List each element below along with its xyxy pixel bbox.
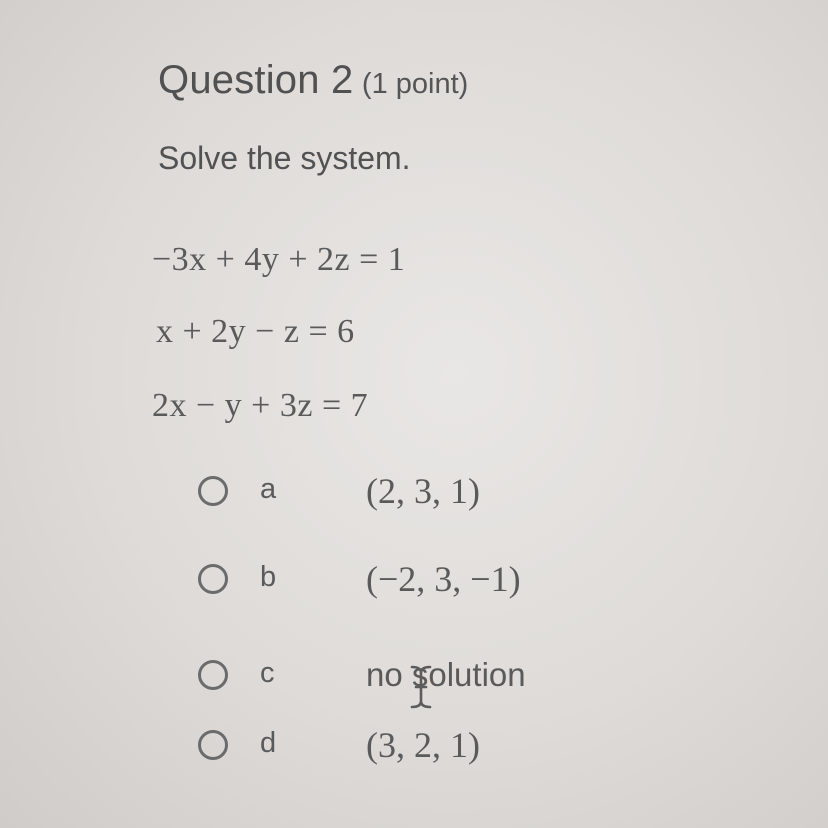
option-letter-b: b xyxy=(260,561,277,593)
equation-2: x + 2y − z = 6 xyxy=(156,313,355,350)
radio-button-a[interactable] xyxy=(198,476,228,506)
question-label: Question 2 xyxy=(158,58,354,102)
option-letter-d: d xyxy=(260,727,277,759)
answer-option-c[interactable] xyxy=(196,652,576,702)
answer-option-b[interactable] xyxy=(196,556,576,606)
question-prompt: Solve the system. xyxy=(158,140,411,176)
radio-button-d[interactable] xyxy=(198,730,228,760)
radio-button-c[interactable] xyxy=(198,660,228,690)
question-header xyxy=(158,58,468,103)
option-answer-b[interactable]: (−2, 3, −1) xyxy=(366,559,521,599)
option-answer-d[interactable]: (3, 2, 1) xyxy=(366,725,480,765)
radio-button-b[interactable] xyxy=(198,564,228,594)
equation-1: −3x + 4y + 2z = 1 xyxy=(152,241,406,278)
option-letter-a: a xyxy=(260,473,277,505)
answer-option-d[interactable] xyxy=(196,722,576,772)
equation-3: 2x − y + 3z = 7 xyxy=(152,387,369,424)
answer-option-a[interactable] xyxy=(196,468,576,518)
option-letter-c: c xyxy=(260,657,275,689)
option-answer-a[interactable]: (2, 3, 1) xyxy=(366,471,480,511)
text-cursor-icon xyxy=(408,664,434,710)
question-points: (1 point) xyxy=(361,68,469,100)
option-answer-c[interactable]: no solution xyxy=(366,656,526,693)
